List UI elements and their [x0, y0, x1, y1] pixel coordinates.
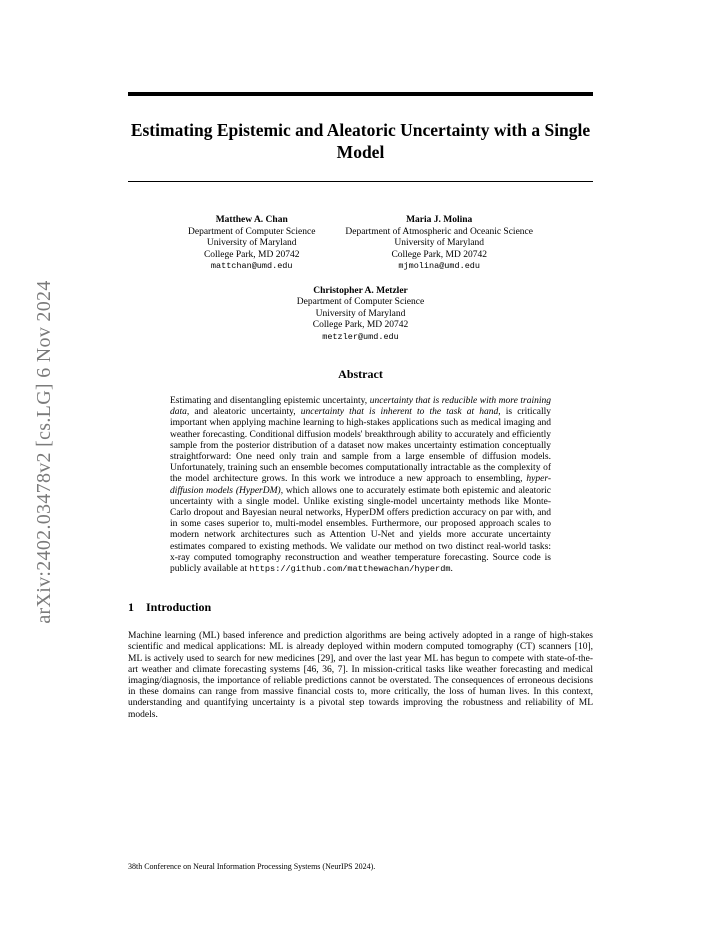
- arxiv-stamp-text: arXiv:2402.03478v2 [cs.LG] 6 Nov 2024: [33, 280, 55, 624]
- paper-page: [128, 92, 593, 721]
- abstract-part: .: [450, 564, 453, 575]
- section-heading: [128, 600, 593, 615]
- conference-footnote: 38th Conference on Neural Information Processing Systems (NeurIPS 2024).: [128, 862, 376, 871]
- author-dept: Department of Atmospheric and Oceanic Science: [345, 226, 533, 237]
- author-name: Christopher A. Metzler: [313, 285, 408, 296]
- abstract-part: , which allows one to accurately estimate both epistemic and aleatoric uncertainty with a single model. Unlike existing single-model uncertainty methods like Monte-Carlo dropout and Bayesian neural networks, HyperDM offers prediction accuracy on par with, and in some cases superior to, multi-model ensembles. Furthermore, our proposed approach scales to modern network architectures such as Attention U-Net and yields more accurate uncertainty estimates compared to existing methods. We validate our method on two distinct real-world tasks: x-ray computed tomography reconstruction and weather temperature forecasting. Source code is publicly available at: [170, 485, 552, 575]
- paper-title: Estimating Epistemic and Aleatoric Uncertainty with a Single Model: [130, 120, 591, 162]
- author-block: [128, 286, 593, 344]
- authors-row: [128, 215, 593, 273]
- author-city: College Park, MD 20742: [312, 320, 409, 330]
- abstract-part: Estimating and disentangling epistemic uncertainty,: [170, 396, 370, 406]
- author-email[interactable]: mjmolina@umd.edu: [398, 261, 481, 271]
- author-dept: Department of Computer Science: [296, 297, 425, 307]
- author-univ: University of Maryland: [206, 238, 297, 248]
- section-number: 1: [128, 600, 134, 615]
- author-name: Matthew A. Chan: [215, 215, 288, 225]
- author-univ: University of Maryland: [394, 238, 485, 248]
- abstract-text: [170, 396, 551, 575]
- author-city: College Park, MD 20742: [203, 249, 300, 260]
- section-title: Introduction: [146, 600, 212, 615]
- abstract-emphasis: hyper-diffusion models (HyperDM): [170, 474, 551, 496]
- author-city: College Park, MD 20742: [391, 249, 487, 260]
- abstract-heading: Abstract: [338, 367, 383, 381]
- arxiv-stamp: [28, 250, 55, 654]
- author-email[interactable]: metzler@umd.edu: [322, 331, 399, 342]
- author-block: [188, 215, 315, 273]
- author-dept: Department of Computer Science: [188, 226, 316, 237]
- source-code-link[interactable]: https://github.com/matthewachan/hyperdm: [249, 564, 451, 575]
- title-bottom-rule: [128, 181, 593, 182]
- abstract-emphasis: uncertainty that is reducible with more training data: [170, 396, 551, 418]
- abstract-part: , is critically important when applying machine learning to high-stakes applications such as medical imaging and weather forecasting. Conditional diffusion models' breakthrough ability to accurately and efficiently sample from the posterior distribution of a dataset now makes uncertainty estimation conceptually straightforward: One need only train and sample from a large ensemble of diffusion models. Unfortunately, training such an ensemble becomes computationally intractable as the complexity of the model architecture grows. In this work we introduce a new approach to ensembling,: [170, 407, 551, 485]
- author-name: Maria J. Molina: [406, 215, 473, 225]
- intro-paragraph: Machine learning (ML) based inference and prediction algorithms are being actively adopted in a range of high-stakes scientific and medical applications: ML is already deployed within modern computed tomography (CT) scanners [10], ML is actively used to search for new medicines [29], and over the last year ML has begun to compete with state-of-the-art weather and climate forecasting systems [46, 36, 7]. In mission-critical tasks like weather forecasting and medical imaging/diagnosis, the importance of reliable predictions cannot be overstated. The consequences of erroneous decisions in these domains can range from massive financial costs to, more critically, the loss of human lives. In this context, understanding and quantifying uncertainty is a pivotal step towards improving the robustness and reliability of ML models.: [128, 631, 593, 720]
- author-block: [345, 215, 533, 273]
- author-email[interactable]: mattchan@umd.edu: [210, 261, 293, 271]
- abstract-emphasis: uncertainty that is inherent to the task at hand: [300, 407, 499, 418]
- abstract-part: , and aleatoric uncertainty,: [186, 407, 301, 418]
- author-univ: University of Maryland: [315, 308, 406, 319]
